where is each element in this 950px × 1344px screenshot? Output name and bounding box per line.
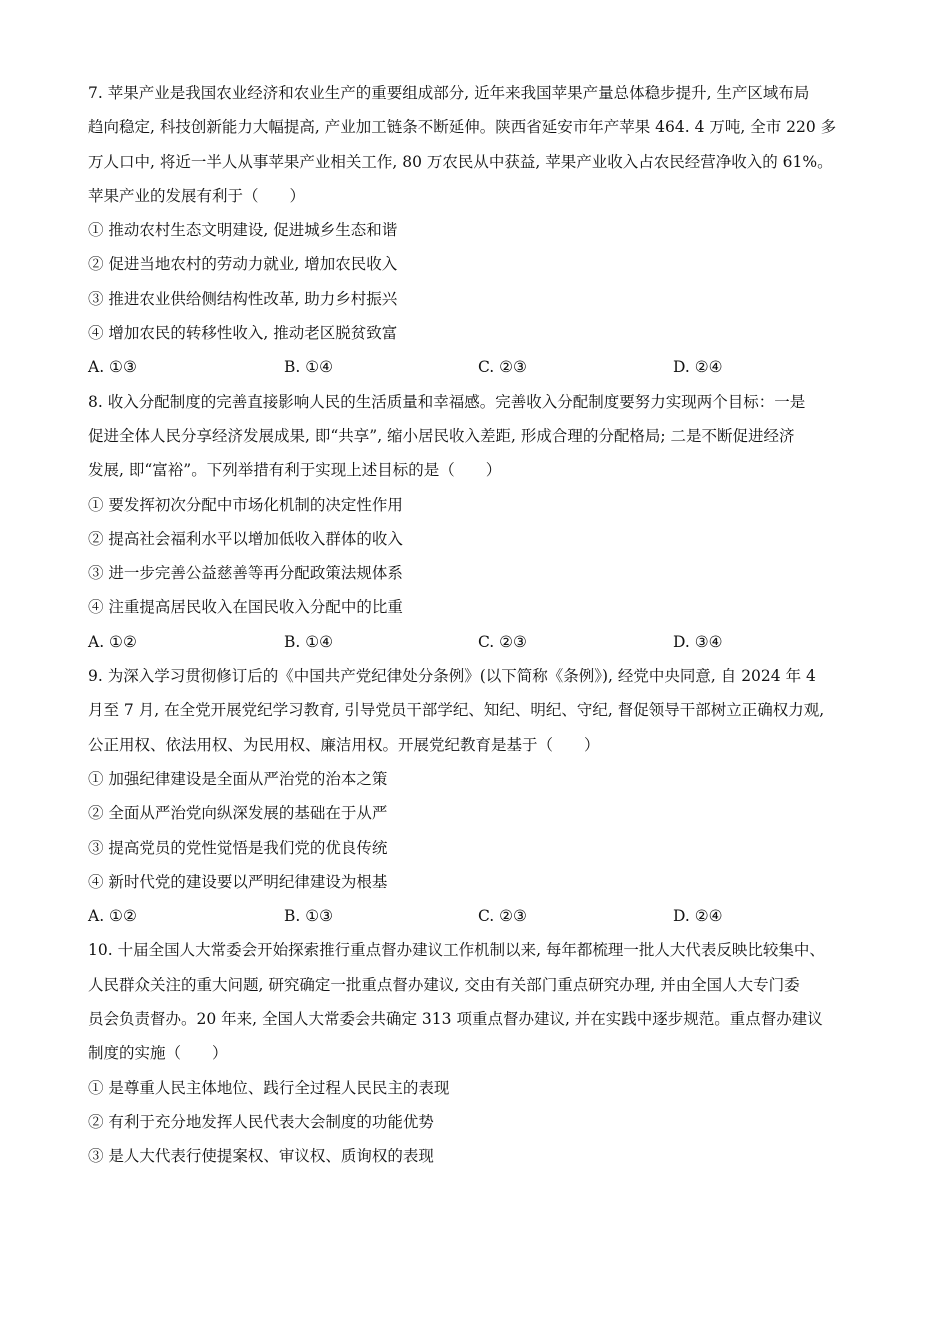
question-stem-line: 7. 苹果产业是我国农业经济和农业生产的重要组成部分, 近年来我国苹果产量总体稳步提升, 生产区域布局: [88, 84, 810, 102]
question-stem-line: 万人口中, 将近一半人从事苹果产业相关工作, 80 万农民从中获益, 苹果产业收入占农民经营净收入的 61%。: [88, 152, 833, 171]
question-9: [88, 659, 878, 933]
statement: ① 推动农村生态文明建设, 促进城乡生态和谐: [88, 221, 398, 240]
question-8: [88, 385, 878, 659]
statement: ① 加强纪律建设是全面从严治党的治本之策: [88, 769, 388, 788]
answer-options: [88, 625, 878, 659]
statement: ④ 增加农民的转移性收入, 推动老区脱贫致富: [88, 324, 398, 343]
question-7: [88, 76, 878, 385]
answer-options: [88, 899, 878, 933]
option-c: C. ②③: [478, 907, 527, 926]
question-stem-line: 趋向稳定, 科技创新能力大幅提高, 产业加工链条不断延伸。陕西省延安市年产苹果 464. 4 万吨, 全市 220 多: [88, 118, 837, 137]
question-stem-line: 8. 收入分配制度的完善直接影响人民的生活质量和幸福感。完善收入分配制度要努力实现两个目标：一是: [88, 392, 806, 411]
option-b: B. ①④: [284, 632, 334, 651]
option-d: D. ③④: [673, 632, 723, 651]
statement: ② 促进当地农村的劳动力就业, 增加农民收入: [88, 255, 398, 274]
option-b: B. ①④: [284, 358, 334, 377]
question-stem-line: 人民群众关注的重大问题, 研究确定一批重点督办建议, 交由有关部门重点研究办理, 并由全国人大专门委: [88, 975, 800, 994]
question-stem-line: 公正用权、依法用权、为民用权、廉洁用权。开展党纪教育是基于（ ）: [88, 735, 600, 754]
statement: ① 要发挥初次分配中市场化机制的决定性作用: [88, 495, 403, 514]
option-b: B. ①③: [284, 907, 334, 926]
question-stem-line: 9. 为深入学习贯彻修订后的《中国共产党纪律处分条例》(以下简称《条例》), 经党中央同意, 自 2024 年 4: [88, 667, 816, 686]
statement: ④ 新时代党的建设要以严明纪律建设为根基: [88, 872, 388, 891]
question-stem-line: 员会负责督办。20 年来, 全国人大常委会共确定 313 项重点督办建议, 并在实践中逐步规范。重点督办建议: [88, 1010, 823, 1029]
question-stem-line: 发展, 即“富裕”。下列举措有利于实现上述目标的是（ ）: [88, 461, 502, 480]
answer-options: [88, 350, 878, 384]
option-a: A. ①③: [88, 358, 137, 377]
question-10: [88, 933, 878, 1173]
statement: ③ 进一步完善公益慈善等再分配政策法规体系: [88, 564, 403, 583]
exam-page: [88, 76, 878, 1174]
statement: ② 提高社会福利水平以增加低收入群体的收入: [88, 529, 403, 548]
statement: ③ 提高党员的党性觉悟是我们党的优良传统: [88, 838, 388, 857]
option-d: D. ②④: [673, 907, 723, 926]
statement: ④ 注重提高居民收入在国民收入分配中的比重: [88, 598, 403, 617]
question-stem-line: 月至 7 月, 在全党开展党纪学习教育, 引导党员干部学纪、知纪、明纪、守纪, 督促领导干部树立正确权力观,: [88, 701, 825, 720]
option-a: A. ①②: [88, 632, 137, 651]
option-c: C. ②③: [478, 358, 527, 377]
statement: ② 有利于充分地发挥人民代表大会制度的功能优势: [88, 1112, 434, 1131]
option-c: C. ②③: [478, 632, 527, 651]
statement: ① 是尊重人民主体地位、践行全过程人民民主的表现: [88, 1078, 450, 1097]
question-stem-line: 10. 十届全国人大常委会开始探索推行重点督办建议工作机制以来, 每年都梳理一批人大代表反映比较集中、: [88, 941, 825, 960]
question-stem-line: 制度的实施（ ）: [88, 1044, 228, 1063]
option-a: A. ①②: [88, 907, 137, 926]
statement: ③ 推进农业供给侧结构性改革, 助力乡村振兴: [88, 289, 398, 308]
statement: ② 全面从严治党向纵深发展的基础在于从严: [88, 804, 388, 823]
statement: ③ 是人大代表行使提案权、审议权、质询权的表现: [88, 1147, 434, 1166]
question-stem-line: 促进全体人民分享经济发展成果, 即“共享”, 缩小居民收入差距, 形成合理的分配格局; 二是不断促进经济: [88, 426, 795, 445]
option-d: D. ②④: [673, 358, 723, 377]
question-stem-line: 苹果产业的发展有利于（ ）: [88, 186, 306, 205]
